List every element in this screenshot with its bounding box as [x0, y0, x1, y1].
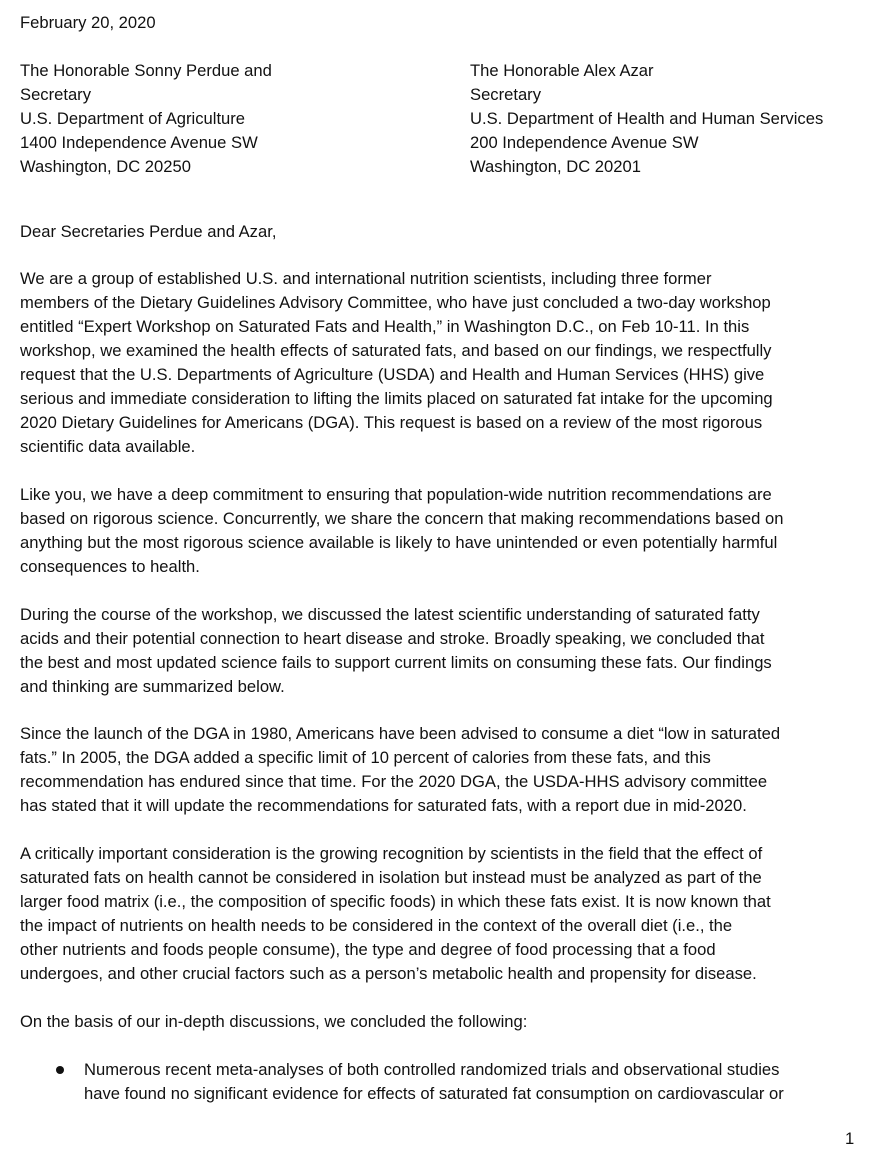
paragraph-line: Since the launch of the DGA in 1980, Americans have been advised to consume a diet “low in saturated — [20, 724, 781, 743]
paragraph-line: acids and their potential connection to heart disease and stroke. Broadly speaking, we concluded that — [20, 629, 765, 648]
recipient-left-line: Secretary — [20, 85, 92, 104]
paragraph-line: larger food matrix (i.e., the composition of specific foods) in which these fats exist. It is now known that — [20, 892, 771, 911]
paragraph-line: 2020 Dietary Guidelines for Americans (DGA). This request is based on a review of the most rigorous — [20, 413, 763, 432]
paragraph-line: A critically important consideration is the growing recognition by scientists in the field that the effect of — [20, 844, 763, 863]
paragraph-line: serious and immediate consideration to lifting the limits placed on saturated fat intake for the upcoming — [20, 389, 773, 408]
letter-date: February 20, 2020 — [20, 13, 156, 32]
paragraph-line: recommendation has endured since that time. For the 2020 DGA, the USDA-HHS advisory committee — [20, 772, 768, 791]
recipient-left-line: U.S. Department of Agriculture — [20, 109, 246, 128]
paragraph-line: based on rigorous science. Concurrently, we share the concern that making recommendations based on — [20, 509, 784, 528]
paragraph-line: undergoes, and other crucial factors such as a person’s metabolic health and propensity for disease. — [20, 964, 757, 983]
paragraph-line: workshop, we examined the health effects of saturated fats, and based on our findings, we respectfully — [20, 341, 772, 360]
page-number: 1 — [845, 1129, 855, 1148]
paragraph-line: the best and most updated science fails to support current limits on consuming these fats. Our findings — [20, 653, 772, 672]
paragraph-line: saturated fats on health cannot be considered in isolation but instead must be analyzed as part of the — [20, 868, 762, 887]
paragraph-line: members of the Dietary Guidelines Advisory Committee, who have just concluded a two-day workshop — [20, 293, 771, 312]
paragraph-line: We are a group of established U.S. and international nutrition scientists, including three former — [20, 269, 712, 288]
paragraph-line: During the course of the workshop, we discussed the latest scientific understanding of saturated fatty — [20, 605, 760, 624]
paragraph-line: fats.” In 2005, the DGA added a specific limit of 10 percent of calories from these fats, and this — [20, 748, 711, 767]
paragraph-line: has stated that it will update the recommendations for saturated fats, with a report due in mid-2020. — [20, 796, 747, 815]
salutation: Dear Secretaries Perdue and Azar, — [20, 222, 277, 241]
paragraph-line: Like you, we have a deep commitment to ensuring that population-wide nutrition recommendations are — [20, 485, 772, 504]
paragraph-line: anything but the most rigorous science available is likely to have unintended or even potentially harmful — [20, 533, 778, 552]
paragraph-line: scientific data available. — [20, 437, 196, 456]
recipient-left-line: 1400 Independence Avenue SW — [20, 133, 258, 152]
recipient-right-line: Secretary — [470, 85, 542, 104]
paragraph-line: request that the U.S. Departments of Agriculture (USDA) and Health and Human Services (HHS) give — [20, 365, 765, 384]
bullet-line: Numerous recent meta-analyses of both controlled randomized trials and observational studies — [84, 1060, 780, 1079]
paragraph-line: entitled “Expert Workshop on Saturated Fats and Health,” in Washington D.C., on Feb 10-11. In this — [20, 317, 750, 336]
recipient-right-line: The Honorable Alex Azar — [470, 61, 654, 80]
paragraph-line: On the basis of our in-depth discussions, we concluded the following: — [20, 1012, 528, 1031]
recipient-left-line: The Honorable Sonny Perdue and — [20, 61, 272, 80]
bullet-line: have found no significant evidence for effects of saturated fat consumption on cardiovascular or — [84, 1084, 784, 1103]
bullet-dot-icon — [56, 1066, 64, 1074]
recipient-right-line: Washington, DC 20201 — [470, 157, 641, 176]
paragraph-line: other nutrients and foods people consume), the type and degree of food processing that a food — [20, 940, 716, 959]
paragraph-line: the impact of nutrients on health needs to be considered in the context of the overall diet (i.e., the — [20, 916, 733, 935]
paragraph-line: consequences to health. — [20, 557, 200, 576]
recipient-left-line: Washington, DC 20250 — [20, 157, 191, 176]
recipient-right-line: 200 Independence Avenue SW — [470, 133, 699, 152]
recipient-right-line: U.S. Department of Health and Human Services — [470, 109, 824, 128]
paragraph-line: and thinking are summarized below. — [20, 677, 285, 696]
